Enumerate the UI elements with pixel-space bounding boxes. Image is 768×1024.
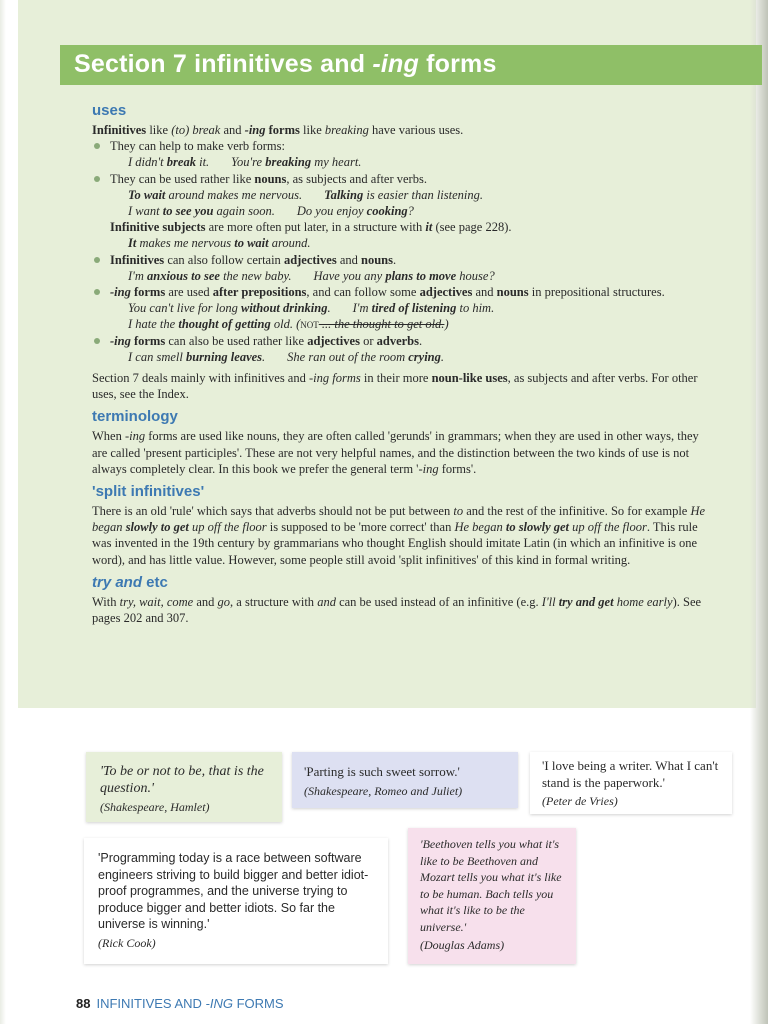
text-run: plans to move [385, 268, 457, 283]
text-run: ? [407, 204, 414, 219]
text-run: house? [456, 268, 495, 283]
text-run: , and can follow some [306, 285, 420, 300]
quote-box-de-vries [530, 752, 732, 814]
text-run: it. [195, 155, 210, 170]
bullet-adjectives-adverbs [92, 333, 708, 349]
heading-try-and: try and etc [92, 573, 168, 591]
text-run: my heart. [311, 155, 362, 170]
text-run: and [472, 285, 497, 300]
bullet-verb-forms [92, 138, 708, 154]
text-run: . [393, 252, 397, 267]
text-run: ... the thought to get old. [318, 317, 445, 332]
text-run: nouns [496, 285, 529, 300]
heading-split-infinitives: 'split infinitives' [92, 483, 205, 501]
text-run: I hate the [128, 317, 179, 332]
text-run: -ing [244, 123, 266, 137]
example-line [92, 235, 708, 251]
text-run: after prepositions [212, 285, 307, 300]
text-run: I'm [352, 301, 372, 316]
text-run: -ing [110, 285, 131, 300]
text-run: home early [613, 594, 673, 609]
example-line [92, 154, 708, 170]
text-run: adverbs [376, 333, 419, 348]
quote-attribution: (Shakespeare, Hamlet) [100, 800, 210, 814]
text-run: up off the floor [188, 520, 267, 535]
text-run: I'll [541, 594, 559, 609]
text-run: -ing [110, 333, 131, 348]
text-run: breaking [265, 155, 312, 170]
bullet-adjectives-nouns [92, 252, 708, 268]
note-infinitive-subjects [92, 219, 708, 235]
text-run: I can smell [128, 349, 186, 364]
text-run: up off the floor [569, 520, 647, 535]
section-content [92, 96, 708, 626]
uses-outro [92, 370, 708, 402]
text-run: can also follow certain [164, 252, 284, 267]
text-run: ) [444, 317, 449, 332]
text-run: go [217, 594, 231, 609]
text-run: in prepositional structures. [528, 285, 665, 300]
quote-attribution: (Rick Cook) [98, 935, 156, 950]
text-run: Do you enjoy [296, 204, 367, 219]
text-run: the new baby. [219, 268, 292, 283]
quote-box-douglas-adams [408, 828, 576, 964]
text-run: try, wait, come [119, 594, 194, 609]
text-run: are more often put later, in a structure with [205, 220, 426, 235]
text-run: To wait [128, 187, 166, 202]
text-run: around. [268, 236, 311, 251]
text-run: adjectives [283, 252, 337, 267]
example-line [92, 187, 708, 203]
heading-uses: uses [92, 102, 127, 119]
example-line [92, 300, 708, 316]
text-run: -ing [124, 429, 146, 444]
text-run: not [300, 317, 319, 332]
text-run: They can be used rather like [110, 171, 255, 186]
page-footer [76, 996, 284, 1011]
text-run: He began [92, 504, 706, 535]
text-run: -ing forms [308, 371, 361, 386]
text-run: Talking [324, 187, 364, 202]
text-run: You can't live for long [128, 301, 241, 316]
text-run: . This rule was invented in the 19th century by grammarians who thought English should imitate Latin (in which an infinitive is one word), and has little value. However, some people still avoid 'split infinitives' of this kind in formal writing. [92, 520, 698, 567]
page-number: 88 [76, 996, 91, 1011]
text-run: cooking [366, 204, 408, 219]
text-run: I didn't [128, 155, 167, 170]
text-run: , as subjects and after verbs. For other uses, see the Index. [92, 371, 698, 402]
text-run: to [453, 504, 464, 519]
heading-terminology: terminology [92, 408, 178, 426]
text-run: around makes me nervous. [165, 187, 303, 202]
text-run: adjectives [307, 333, 360, 348]
text-run: She ran out of the room [287, 349, 409, 364]
text-run: to see you [162, 204, 214, 219]
text-run: tired of listening [371, 301, 457, 316]
page-spine-shadow [0, 0, 6, 1024]
text-run: can also be used rather like [165, 333, 308, 348]
example-line [92, 349, 708, 365]
text-run: and [336, 252, 362, 267]
text-run: forms [265, 123, 300, 137]
text-run: Infinitives [92, 123, 147, 137]
text-run: forms [130, 333, 166, 348]
terminology-body [92, 428, 708, 477]
text-run: They can help to make verb forms: [110, 139, 285, 154]
text-run: Infinitives [110, 252, 165, 267]
text-run: is easier than listening. [363, 187, 484, 202]
text-run: He began [454, 520, 506, 535]
text-run: again soon. [213, 204, 275, 219]
text-run: . [327, 301, 331, 316]
quote-attribution: (Peter de Vries) [542, 794, 618, 808]
section-title: Section 7 infinitives and -ing forms [74, 50, 497, 78]
bullet-prepositions [92, 284, 708, 300]
text-run: and [220, 123, 245, 137]
text-run: nouns [254, 171, 287, 186]
quote-text: 'Beethoven tells you what it's like to be Beethoven and Mozart tells you what it's like to be human. Bach tells you what it's like to be the universe.' [420, 837, 562, 934]
text-run: -ing [418, 461, 439, 476]
uses-intro [92, 122, 708, 138]
text-run: thought of getting [178, 317, 271, 332]
try-and-body [92, 594, 708, 626]
text-run: forms [130, 285, 166, 300]
text-run: Section 7 deals mainly with infinitives and [92, 371, 309, 386]
quote-box-romeo [292, 752, 518, 808]
text-run: (see page 228). [432, 220, 512, 235]
text-run: . [440, 349, 444, 364]
quote-text: 'Programming today is a race between software engineers striving to build bigger and better idiot-proof programmes, and the universe trying to produce bigger and better idiots. So far the universe is winning.' [98, 851, 369, 931]
text-run: is supposed to be 'more correct' than [266, 520, 455, 535]
text-run: to him. [456, 301, 495, 316]
text-run: , a structure with [230, 594, 318, 609]
text-run: You're [231, 155, 266, 170]
text-run: have various uses. [368, 123, 464, 137]
quote-text: 'Parting is such sweet sorrow.' [304, 764, 460, 779]
text-run: and [193, 594, 218, 609]
example-line [92, 268, 708, 284]
text-run: ). See pages 202 and 307. [92, 594, 702, 626]
text-run: slowly to get [125, 520, 189, 535]
section-header-bar [60, 45, 762, 85]
text-run: to slowly get [505, 520, 570, 535]
text-run: forms are used like nouns, they are often called 'gerunds' in grammars; when they are used in other ways, they are called 'present participles'. These are not very helpful names, and the distinction between the two kinds of use is not always completely clear. In this book we prefer the general term ' [92, 429, 699, 476]
text-run: Have you any [313, 268, 386, 283]
quote-text: 'I love being a writer. What I can't stand is the paperwork.' [542, 758, 719, 790]
text-run: burning leaves [185, 349, 263, 364]
text-run: When [92, 429, 125, 444]
quote-attribution: (Douglas Adams) [420, 938, 505, 952]
text-run: It [128, 236, 137, 251]
text-run: anxious to see [147, 268, 220, 283]
text-run: it [425, 220, 433, 235]
text-run: With [92, 594, 120, 609]
text-run: crying [408, 349, 441, 364]
text-run: old. ( [270, 317, 301, 332]
text-run: . [262, 349, 266, 364]
text-run: makes me nervous [136, 236, 235, 251]
text-run: noun-like uses [431, 371, 508, 386]
text-run: to wait [234, 236, 269, 251]
quote-attribution: (Shakespeare, Romeo and Juliet) [304, 783, 463, 798]
quote-box-rick-cook [84, 838, 388, 964]
text-run: nouns [361, 252, 393, 267]
bullet-nouns [92, 171, 708, 187]
quote-box-hamlet [86, 752, 282, 822]
text-run: (to) break [171, 123, 221, 137]
text-run: can be used instead of an infinitive (e.g. [335, 594, 542, 609]
page-edge-shadow [750, 0, 768, 1024]
text-run: , as subjects and after verbs. [286, 171, 427, 186]
text-run: or [359, 333, 377, 348]
split-infinitives-body [92, 503, 708, 568]
text-run: without drinking [240, 301, 328, 316]
text-run: breaking [324, 123, 369, 137]
text-run: forms'. [438, 461, 477, 476]
text-run: and the rest of the infinitive. So for example [463, 504, 691, 519]
example-line [92, 203, 708, 219]
example-line [92, 316, 708, 332]
text-run: I'm [128, 268, 147, 283]
text-run: like [146, 123, 172, 137]
text-run: try and get [558, 594, 614, 609]
text-run: break [166, 155, 196, 170]
text-run: There is an old 'rule' which says that adverbs should not be put between [92, 504, 454, 519]
text-run: I want [128, 204, 163, 219]
text-run: in their more [360, 371, 432, 386]
text-run: Infinitive subjects [110, 220, 206, 235]
running-footer: INFINITIVES AND -ING FORMS [96, 996, 284, 1011]
text-run: are used [165, 285, 213, 300]
text-run: adjectives [419, 285, 473, 300]
text-run: and [317, 594, 336, 609]
text-run: like [299, 123, 325, 137]
text-run: . [419, 333, 423, 348]
quote-text: 'To be or not to be, that is the question.' [100, 764, 264, 796]
